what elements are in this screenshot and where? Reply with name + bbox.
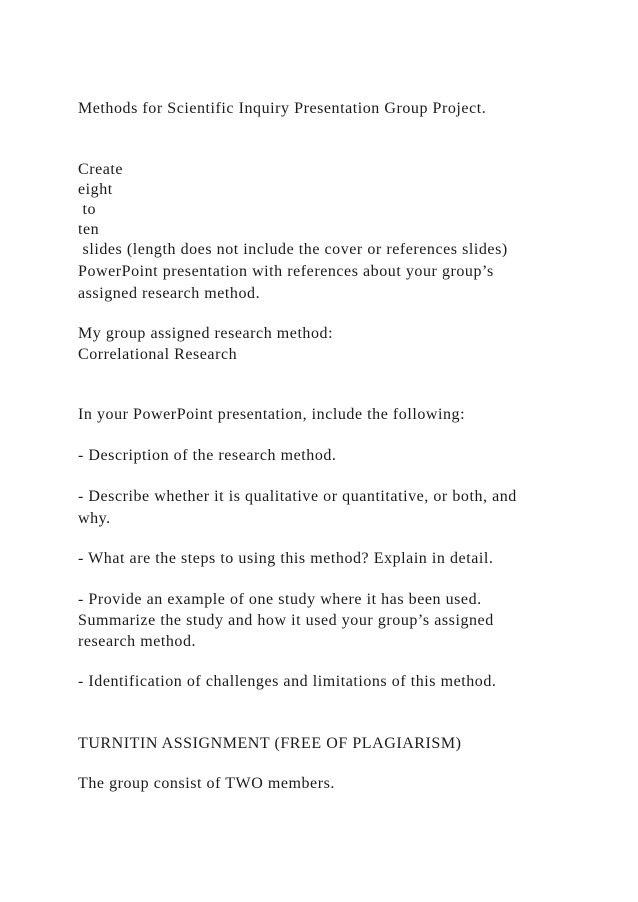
intro-line: slides (length does not include the cover or references slides) xyxy=(78,241,508,258)
requirement-item: Summarize the study and how it used your group’s assigned xyxy=(78,612,494,629)
intro-line: ten xyxy=(78,221,100,238)
include-heading: In your PowerPoint presentation, include the following: xyxy=(78,406,466,423)
requirement-item: - Provide an example of one study where it has been used. xyxy=(78,591,482,608)
document-title: Methods for Scientific Inquiry Presentation Group Project. xyxy=(78,100,487,117)
intro-line: Create xyxy=(78,161,124,178)
requirement-item: - What are the steps to using this method? Explain in detail. xyxy=(78,550,494,567)
intro-line: PowerPoint presentation with references about your group’s xyxy=(78,263,494,280)
intro-line: eight xyxy=(78,181,113,198)
assigned-method-value: Correlational Research xyxy=(78,346,238,363)
turnitin-notice: TURNITIN ASSIGNMENT (FREE OF PLAGIARISM) xyxy=(78,735,462,752)
requirement-item: - Describe whether it is qualitative or quantitative, or both, and xyxy=(78,488,517,505)
requirement-item: why. xyxy=(78,510,111,527)
requirement-item: research method. xyxy=(78,633,197,650)
requirement-item: - Identification of challenges and limitations of this method. xyxy=(78,673,497,690)
intro-line: assigned research method. xyxy=(78,285,261,302)
intro-line: to xyxy=(78,201,97,218)
assigned-method-label: My group assigned research method: xyxy=(78,325,334,342)
group-size-note: The group consist of TWO members. xyxy=(78,775,335,792)
requirement-item: - Description of the research method. xyxy=(78,447,337,464)
